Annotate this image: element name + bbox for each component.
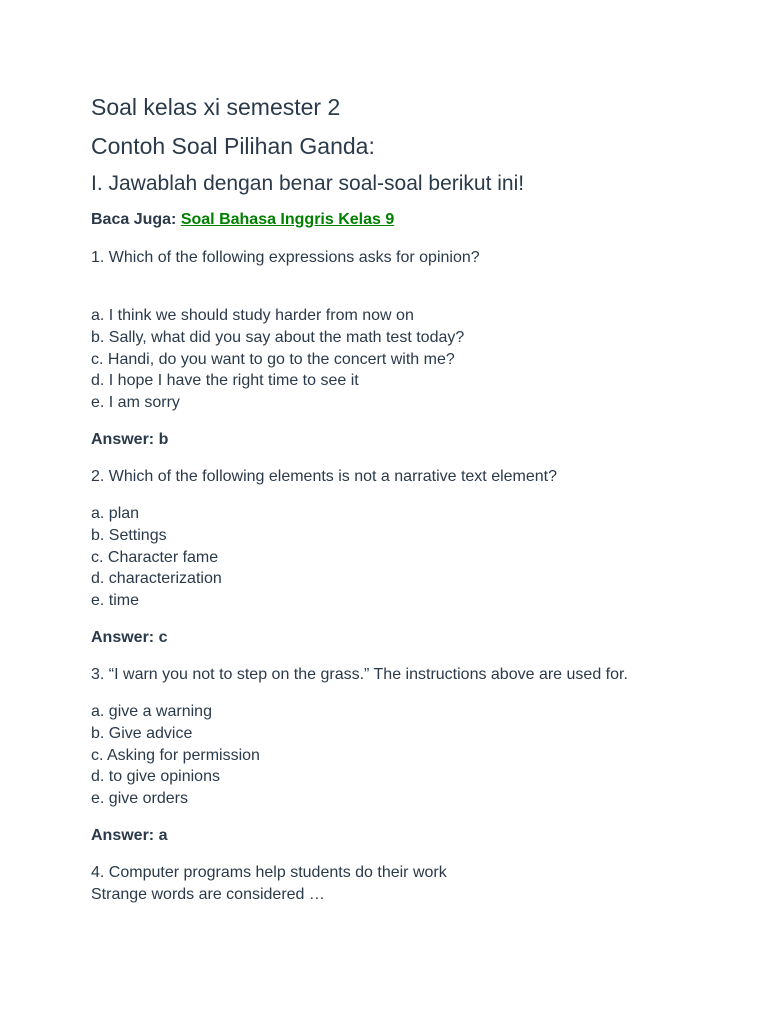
option: a. plan (91, 504, 140, 522)
option: e. give orders (91, 790, 188, 808)
baca-juga-label: Baca Juga: (91, 211, 177, 228)
question-1: 1. Which of the following expressions asks for opinion? (91, 249, 480, 266)
baca-juga (91, 209, 691, 231)
question-4 (91, 862, 691, 906)
question-4-line-1: 4. Computer programs help students do their work (91, 863, 447, 881)
question-2-options (91, 503, 691, 612)
option: d. characterization (91, 570, 222, 588)
section-heading: I. Jawablah dengan benar soal-soal berikut ini! (91, 172, 525, 195)
page-title: Soal kelas xi semester 2 (91, 94, 341, 120)
option: a. I think we should study harder from now on (91, 307, 414, 324)
option: d. to give opinions (91, 768, 220, 786)
option: b. Sally, what did you say about the math test today? (91, 328, 465, 346)
question-1-options (91, 305, 691, 414)
baca-juga-link[interactable]: Soal Bahasa Inggris Kelas 9 (180, 211, 395, 228)
option: c. Character fame (91, 548, 219, 566)
question-3-options (91, 701, 691, 810)
answer-2: Answer: c (91, 628, 168, 646)
option: d. I hope I have the right time to see it (91, 372, 359, 390)
answer-3: Answer: a (91, 826, 168, 844)
question-2: 2. Which of the following elements is not a narrative text element? (91, 467, 558, 485)
document-content (91, 92, 691, 906)
option: e. time (91, 592, 140, 610)
question-3: 3. “I warn you not to step on the grass.” The instructions above are used for. (91, 665, 628, 683)
answer-1: Answer: b (91, 430, 169, 448)
page-subtitle: Contoh Soal Pilihan Ganda: (91, 133, 375, 159)
option: b. Give advice (91, 724, 193, 742)
option: c. Handi, do you want to go to the concert with me? (91, 350, 455, 368)
option: c. Asking for permission (91, 746, 260, 764)
option: e. I am sorry (91, 394, 180, 412)
question-4-line-2: Strange words are considered … (91, 885, 325, 903)
option: a. give a warning (91, 702, 212, 720)
option: b. Settings (91, 526, 167, 544)
